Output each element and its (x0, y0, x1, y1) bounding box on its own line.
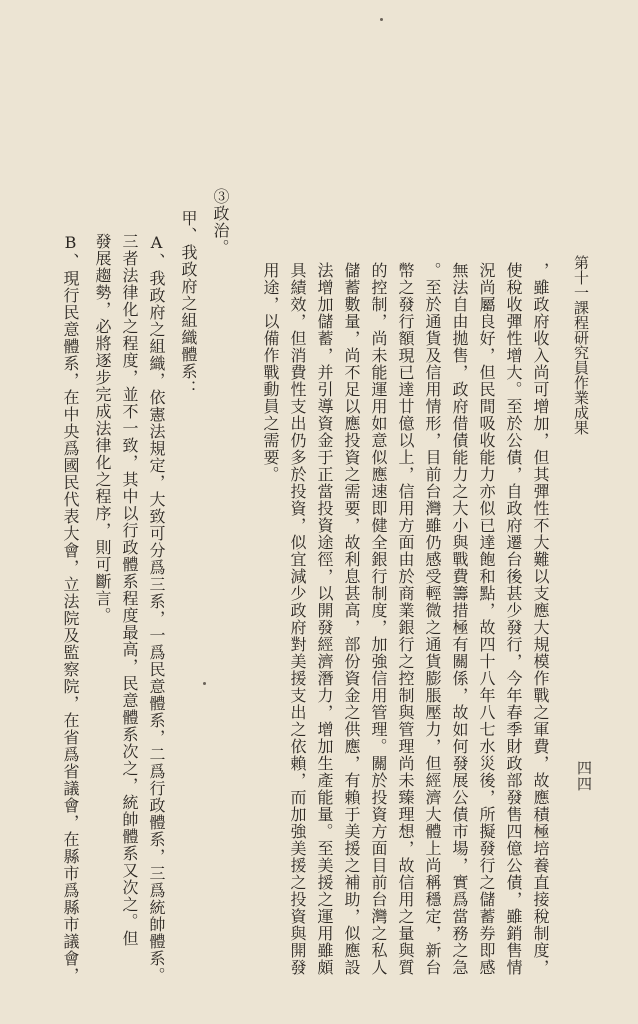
text-column-A-cont-2: 發展趨勢，必將逐步完成法律化之程序，則可斷言。 (93, 233, 112, 624)
text-column-2: 使稅收彈性增大。至於公債，自政府遷台後甚少發行，今年春季財政部發售四億公債，雖銷售情 (504, 262, 523, 976)
text-column-A-cont-1: 三者法律化之程度，並不一致，其中以行政體系程度最高，民意體系次之，統帥體系又次之。但 (120, 233, 139, 947)
page-number: 四四 (575, 760, 593, 792)
text-column-11: 用途，以備作戰動員之需要。 (261, 262, 280, 483)
text-column-6: 幣之發行額現已達廿億以上，信用方面由於商業銀行之控制與管理尚未臻理想，故信用之量與質 (396, 262, 415, 976)
text-column-7: 的控制，尚未能運用如意似應速即健全銀行制度，加強信用管理。關於投資方面目前台灣之私人 (369, 262, 388, 976)
stray-mark (203, 682, 206, 685)
text-column-A: A、我政府之組織，依憲法規定，大致可分爲三系，一爲民意體系，二爲行政體系，三爲統帥體系。 (147, 233, 166, 984)
text-column-1: ，雖政府收入尚可增加，但其彈性不大難以支應大規模作戰之軍費，故應積極培養直接稅制度， (531, 262, 550, 976)
running-header: 第十一課程研究員作業成果 (572, 255, 590, 435)
text-column-3: 況尚屬良好，但民間吸收能力亦似已達飽和點，故四十八年八七水災後，所擬發行之儲蓄券即感 (477, 262, 496, 976)
section-heading-politics: ③政治。 (211, 188, 230, 256)
text-column-4: 無法自由拋售，政府借債能力之大小與戰費籌措極有關係，故如何發展公債市場，實爲當務之急 (450, 262, 469, 976)
text-column-9: 法增加儲蓄，并引導資金于正當投資途徑，以開發經濟潛力，增加生產能量。至美援之運用雖頗 (315, 262, 334, 976)
stray-mark (380, 18, 383, 21)
text-column-B: B、現行民意體系，在中央爲國民代表大會，立法院及監察院，在省爲省議會，在縣市爲縣市議會， (61, 233, 80, 984)
text-column-5: 。至於通貨及信用情形，目前台灣雖仍感受輕微之通貨膨脹壓力，但經濟大體上尚稱穩定，新台 (423, 262, 442, 976)
text-column-10: 具績效，但消費性支出仍多於投資，似宜減少政府對美援支出之依賴，而加強美援之投資與開發 (288, 262, 307, 976)
text-column-8: 儲蓄數量，尚不足以應投資之需要，故利息甚高，部份資金之供應，有賴于美援之補助，似應設 (342, 262, 361, 976)
subheading-government-organization: 甲、我政府之組織體系： (179, 210, 198, 397)
